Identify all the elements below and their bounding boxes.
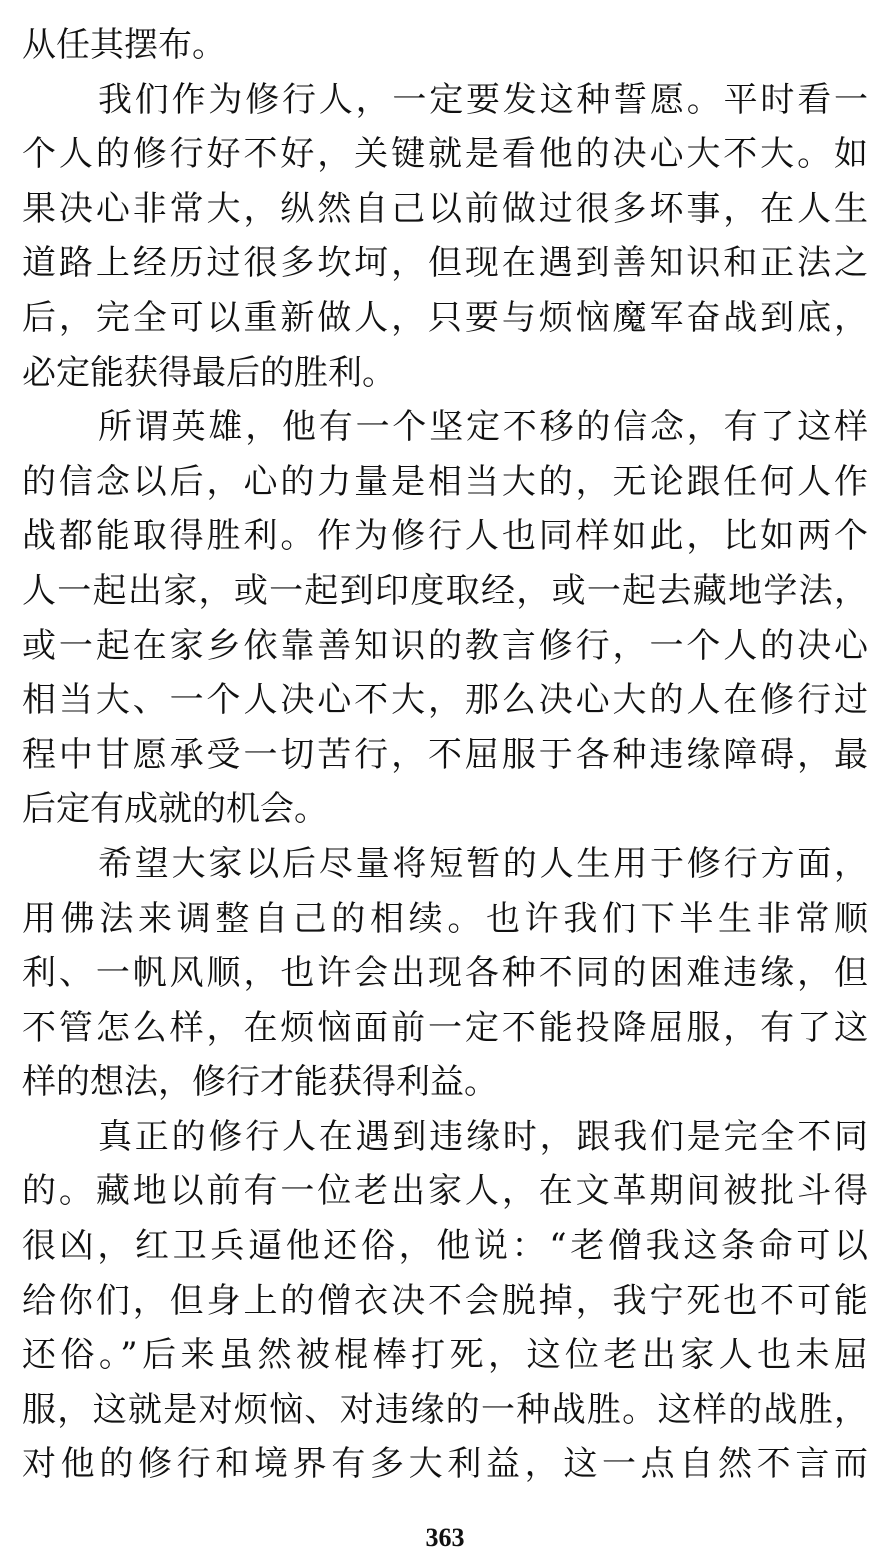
- text-line: 给你们，但身上的僧衣决不会脱掉，我宁死也不可能: [22, 1280, 868, 1321]
- text-line: 样的想法，修行才能获得利益。: [22, 1062, 498, 1103]
- text-line: 道路上经历过很多坎坷，但现在遇到善知识和正法之: [22, 243, 868, 284]
- text-line: 的。藏地以前有一位老出家人，在文革期间被批斗得: [22, 1171, 868, 1212]
- paragraph-first-line: 希望大家以后尽量将短暂的人生用于修行方面，: [98, 843, 868, 884]
- text-line: 后定有成就的机会。: [22, 789, 328, 830]
- paragraph-first-line: 我们作为修行人，一定要发这种誓愿。平时看一: [98, 79, 868, 120]
- text-line: 必定能获得最后的胜利。: [22, 352, 396, 393]
- text-line: 服，这就是对烦恼、对违缘的一种战胜。这样的战胜，: [22, 1389, 868, 1430]
- text-line: 果决心非常大，纵然自己以前做过很多坏事，在人生: [22, 188, 868, 229]
- text-line: 相当大、一个人决心不大，那么决心大的人在修行过: [22, 680, 868, 721]
- paragraph-first-line: 真正的修行人在遇到违缘时，跟我们是完全不同: [98, 1116, 868, 1157]
- text-line: 人一起出家，或一起到印度取经，或一起去藏地学法，: [22, 570, 868, 611]
- text-line: 从任其摆布。: [22, 25, 226, 65]
- text-line: 利、一帆风顺，也许会出现各种不同的困难违缘，但: [22, 953, 868, 994]
- paragraph-first-line: 所谓英雄，他有一个坚定不移的信念，有了这样: [98, 407, 868, 448]
- text-line: 的信念以后，心的力量是相当大的，无论跟任何人作: [22, 461, 868, 502]
- text-line: 用佛法来调整自己的相续。也许我们下半生非常顺: [22, 898, 868, 939]
- text-line: 程中甘愿承受一切苦行，不屈服于各种违缘障碍，最: [22, 734, 868, 775]
- text-line: 对他的修行和境界有多大利益，这一点自然不言而: [22, 1444, 868, 1485]
- text-line: 个人的修行好不好，关键就是看他的决心大不大。如: [22, 134, 868, 175]
- text-line: 战都能取得胜利。作为修行人也同样如此，比如两个: [22, 516, 868, 557]
- text-line: 还俗。”后来虽然被棍棒打死，这位老出家人也未屈: [22, 1335, 868, 1376]
- page-number: 363: [425, 1523, 465, 1552]
- text-line: 或一起在家乡依靠善知识的教言修行，一个人的决心: [22, 625, 868, 666]
- text-line: 后，完全可以重新做人，只要与烦恼魔军奋战到底，: [22, 297, 868, 338]
- body-text: [22, 18, 868, 1492]
- text-line: 很凶，红卫兵逼他还俗，他说：“老僧我这条命可以: [22, 1226, 868, 1267]
- text-line: 不管怎么样，在烦恼面前一定不能投降屈服，有了这: [22, 1007, 868, 1048]
